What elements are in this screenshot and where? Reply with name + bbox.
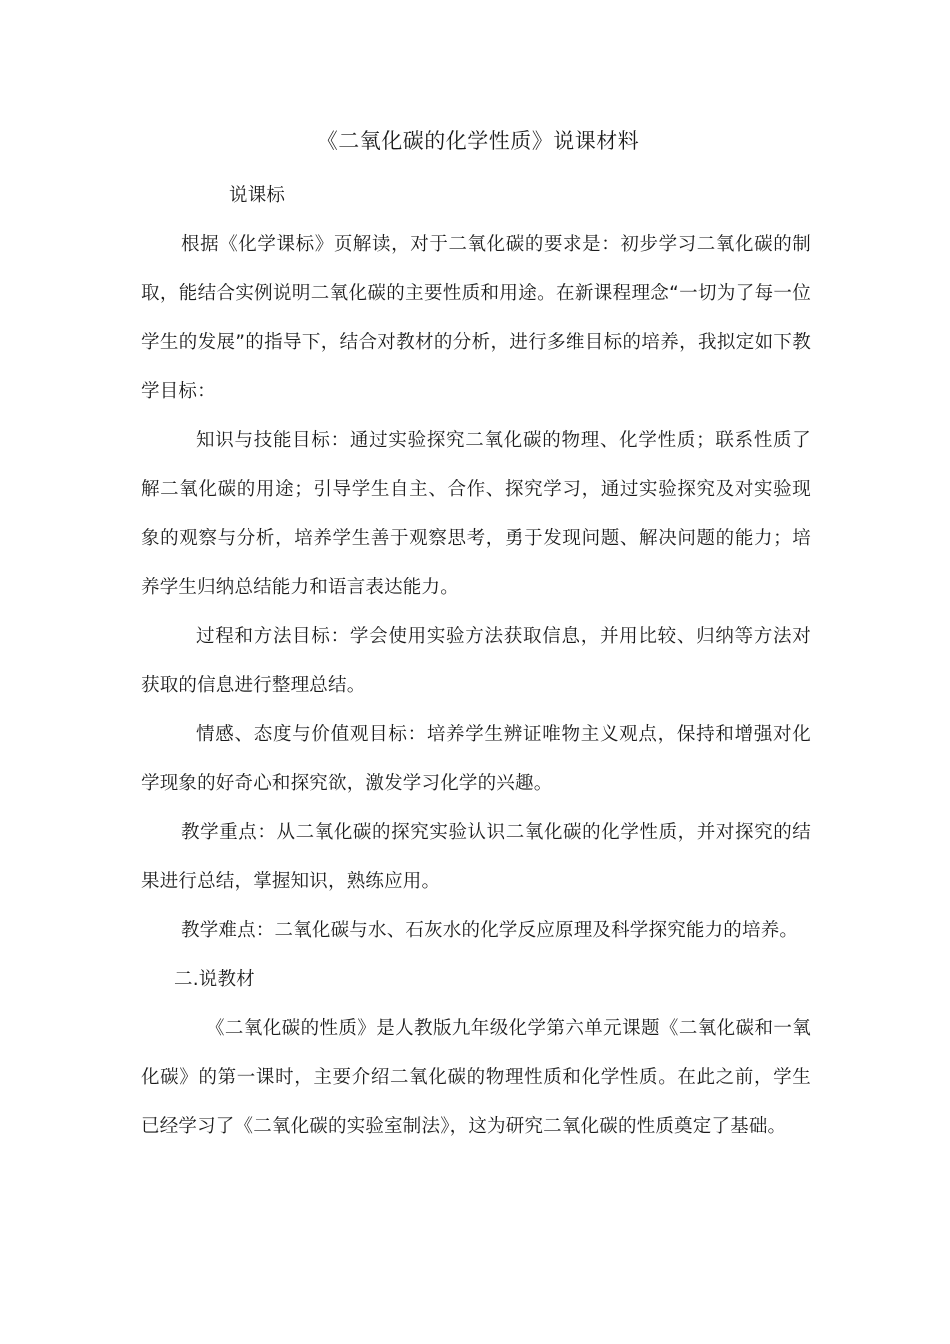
paragraph-curriculum-requirements: 根据《化学课标》页解读，对于二氧化碳的要求是：初步学习二氧化碳的制取，能结合实例说明二氧化碳的主要性质和用途。在新课程理念“一切为了每一位学生的发展”的指导下，结合对教材的分析，进行多维目标的培养，我拟定如下教学目标：: [141, 234, 811, 402]
document-title: 《二氧化碳的化学性质》说课材料: [316, 129, 640, 153]
paragraph-emotion-attitude-goal: 情感、态度与价值观目标：培养学生辨证唯物主义观点，保持和增强对化学现象的好奇心和探究欲，激发学习化学的兴趣。: [141, 724, 811, 794]
paragraph-teaching-focus: 教学重点：从二氧化碳的探究实验认识二氧化碳的化学性质，并对探究的结果进行总结，掌握知识，熟练应用。: [141, 822, 811, 892]
paragraph-knowledge-skills-goal: 知识与技能目标：通过实验探究二氧化碳的物理、化学性质；联系性质了解二氧化碳的用途；引导学生自主、合作、探究学习，通过实验探究及对实验现象的观察与分析，培养学生善于观察思考，勇于发现问题、解决问题的能力；培养学生归纳总结能力和语言表达能力。: [141, 430, 811, 598]
paragraph-process-method-goal: 过程和方法目标：学会使用实验方法获取信息，并用比较、归纳等方法对获取的信息进行整理总结。: [141, 626, 811, 696]
section-heading-textbook: 二.说教材: [174, 969, 255, 990]
paragraph-textbook-description: 《二氧化碳的性质》是人教版九年级化学第六单元课题《二氧化碳和一氧化碳》的第一课时，主要介绍二氧化碳的物理性质和化学性质。在此之前，学生已经学习了《二氧化碳的实验室制法》，这为研究二氧化碳的性质奠定了基础。: [141, 1018, 811, 1137]
section-heading-curriculum: 说课标: [229, 185, 286, 206]
document-body: [141, 121, 811, 1151]
paragraph-teaching-difficulty: 教学难点：二氧化碳与水、石灰水的化学反应原理及科学探究能力的培养。: [181, 920, 799, 941]
